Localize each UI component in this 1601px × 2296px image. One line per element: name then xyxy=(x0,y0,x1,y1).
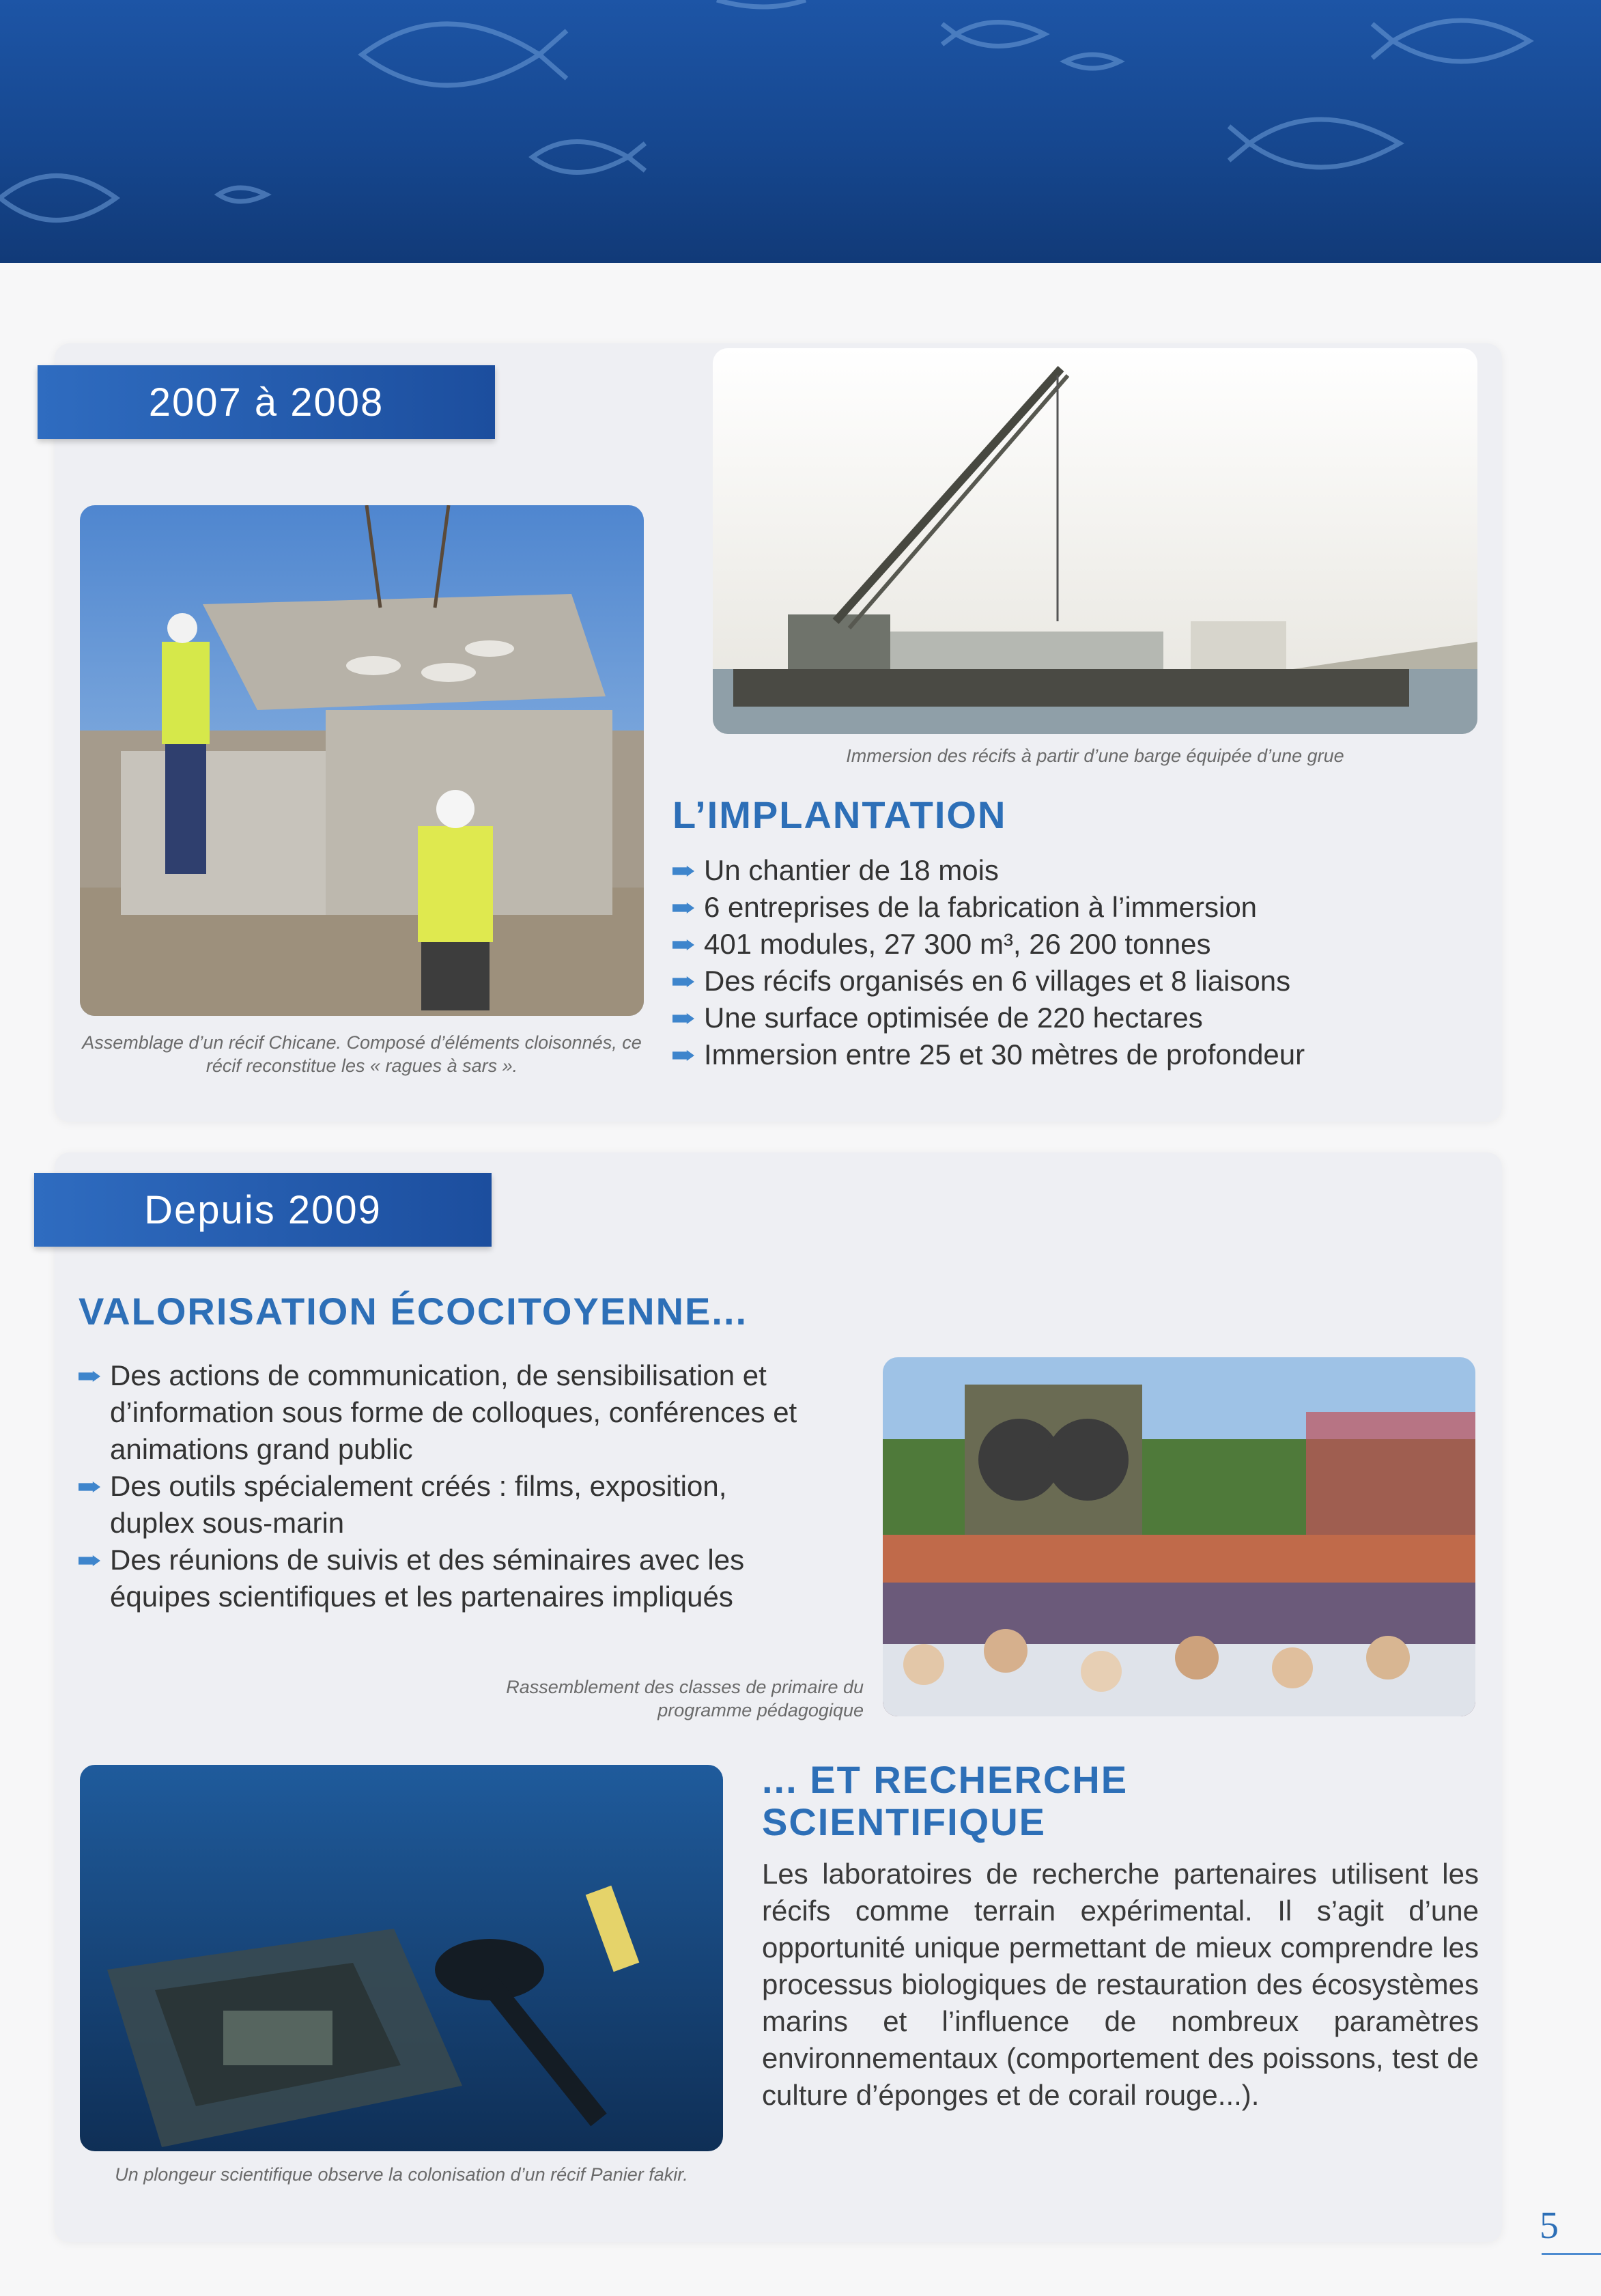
arrow-icon xyxy=(672,903,694,913)
arrow-icon xyxy=(672,1013,694,1024)
reef-assembly-photo xyxy=(80,505,644,1016)
arrow-icon xyxy=(79,1555,100,1566)
arrow-icon xyxy=(672,1050,694,1061)
implantation-list xyxy=(672,852,1478,1073)
arrow-icon xyxy=(79,1371,100,1382)
list-item: Des outils spécialement créés : films, exposition, duplex sous-marin xyxy=(79,1468,816,1542)
arrow-icon xyxy=(672,939,694,950)
list-item: Immersion entre 25 et 30 mètres de profondeur xyxy=(672,1036,1478,1073)
page-number: 5 xyxy=(1540,2205,1559,2247)
valorisation-list xyxy=(79,1357,816,1615)
recherche-paragraph: Les laboratoires de recherche partenaires utilisent les récifs comme terrain expérimental. Il s’agit d’une opportunité unique permettant de mieux comprendre les processus biologiques de restauration des écosystèmes marins et l’influence de nombreux paramètres environnementaux (comportement des poissons, test de culture d’éponges et de corail rouge...). xyxy=(762,1858,1479,2111)
diver-caption: Un plongeur scientifique observe la colonisation d’un récif Panier fakir. xyxy=(115,2164,688,2185)
arrow-icon xyxy=(79,1482,100,1492)
arrow-icon xyxy=(672,976,694,987)
year-tag-2007-2008: 2007 à 2008 xyxy=(38,365,495,439)
list-item: Un chantier de 18 mois xyxy=(672,852,1478,889)
list-item: Des récifs organisés en 6 villages et 8 liaisons xyxy=(672,963,1478,1000)
list-item: Des actions de communication, de sensibilisation et d’information sous forme de colloques, conférences et animations grand public xyxy=(79,1357,816,1468)
reef-assembly-caption: Assemblage d’un récif Chicane. Composé d’éléments cloisonnés, ce récif reconstitue les « ragues à sars ». xyxy=(82,1032,642,1076)
valorisation-heading: VALORISATION ÉCOCITOYENNE... xyxy=(79,1290,748,1333)
list-item: 6 entreprises de la fabrication à l’immersion xyxy=(672,889,1478,926)
school-gathering-caption: Rassemblement des classes de primaire du programme pédagogique xyxy=(506,1677,864,1720)
list-item: Une surface optimisée de 220 hectares xyxy=(672,1000,1478,1036)
arrow-icon xyxy=(672,866,694,877)
page-number-underline xyxy=(1542,2253,1601,2255)
list-item: Des réunions de suivis et des séminaires avec les équipes scientifiques et les partenaires impliqués xyxy=(79,1542,816,1615)
barge-crane-photo xyxy=(713,348,1477,734)
implantation-heading: L’IMPLANTATION xyxy=(672,793,1007,836)
recherche-heading: ... ET RECHERCHE SCIENTIFIQUE xyxy=(762,1758,1129,1843)
header-banner xyxy=(0,0,1601,263)
fish-pattern xyxy=(0,0,1601,263)
list-item: 401 modules, 27 300 m³, 26 200 tonnes xyxy=(672,926,1478,963)
barge-caption: Immersion des récifs à partir d’une barge équipée d’une grue xyxy=(846,746,1344,766)
school-gathering-photo xyxy=(883,1357,1475,1716)
diver-photo xyxy=(80,1765,723,2151)
year-tag-2009: Depuis 2009 xyxy=(34,1173,492,1247)
